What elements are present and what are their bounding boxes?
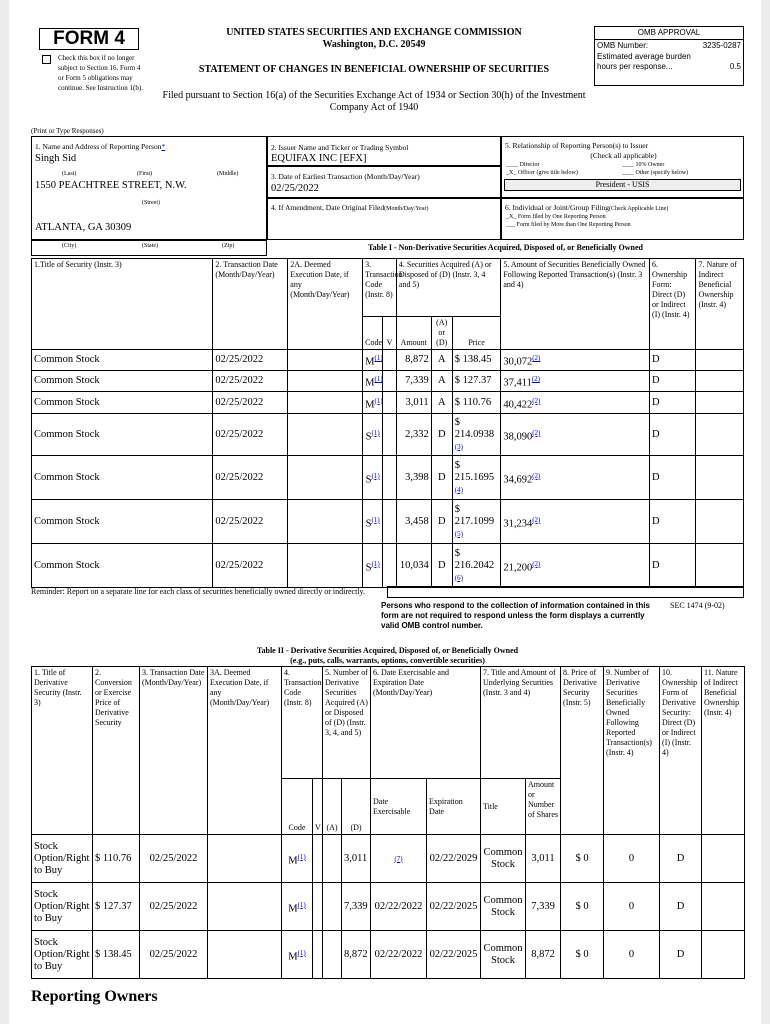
t2-header-price: 8. Price of Derivative Security (Instr. 5): [561, 667, 604, 835]
t2-title: Stock Option/Right to Buy: [32, 883, 93, 931]
t1-code-footnote[interactable]: (1): [374, 354, 383, 363]
t1-date: 02/25/2022: [213, 350, 288, 371]
t1-form: D: [650, 350, 696, 371]
t1-aord: D: [431, 500, 452, 544]
t1-date: 02/25/2022: [213, 414, 288, 456]
t1-deemed: [288, 392, 363, 414]
t1-deemed: [288, 414, 363, 456]
t1-code-footnote[interactable]: (1): [371, 471, 380, 480]
t1-v: [383, 392, 397, 414]
table-row: [32, 883, 745, 931]
officer-label: Officer (give title below): [517, 170, 578, 176]
agency-location: Washington, D.C. 20549: [322, 39, 426, 50]
t2-subheader-exercisable: Date Exercisable: [371, 779, 427, 835]
t1-price-footnote[interactable]: (4): [454, 485, 463, 494]
checkbox-label: Check this box if no longer subject to Section 16. Form 4 or Form 5 obligations may continue. See Instruction 1(b).: [58, 54, 143, 92]
t2-deriv-price: $ 0: [561, 931, 604, 979]
officer-title: President - USIS: [504, 179, 741, 191]
street-address: 1550 PEACHTREE STREET, N.W.: [35, 180, 187, 191]
reporting-person-name: Singh Sid: [35, 153, 77, 164]
t2-deemed: [208, 931, 282, 979]
t2-subheader-d: (D): [342, 779, 371, 835]
table1-title: Table I - Non-Derivative Securities Acquired, Disposed of, or Beneficially Owned: [368, 243, 643, 252]
city-state-zip: ATLANTA, GA 30309: [35, 222, 132, 233]
t1-code: [363, 544, 383, 588]
t1-nature: [696, 350, 744, 371]
t1-header-owned: 5. Amount of Securities Beneficially Owned Following Reported Transaction(s) (Instr. 3 and 4): [501, 259, 650, 350]
table-row: [32, 931, 745, 979]
filing-multiple-label: Form filed by More than One Reporting Person: [516, 222, 631, 228]
t1-title: Common Stock: [32, 500, 213, 544]
t2-header-nature: 11. Nature of Indirect Beneficial Ownership (Instr. 4): [702, 667, 745, 835]
t1-code-footnote[interactable]: (1): [374, 375, 383, 384]
t1-v: [383, 371, 397, 392]
t2-exercisable: [371, 883, 427, 931]
t1-price-value: $ 127.37: [454, 375, 492, 386]
t1-nature: [696, 500, 744, 544]
t1-aord: A: [431, 392, 452, 414]
table-row: [32, 500, 744, 544]
t1-v: [383, 500, 397, 544]
t2-deriv-price: $ 0: [561, 835, 604, 883]
form-title: FORM 4: [53, 28, 125, 49]
t2-underlying-title: Common Stock: [481, 835, 526, 883]
t1-header-deemed: 2A. Deemed Execution Date, if any (Month/Day/Year): [288, 259, 363, 350]
box1-label: 1. Name and Address of Reporting Person: [35, 142, 162, 151]
t1-title: Common Stock: [32, 392, 213, 414]
t2-v: [313, 883, 323, 931]
city-label: (City): [62, 243, 77, 249]
t1-date: 02/25/2022: [213, 500, 288, 544]
t1-date: 02/25/2022: [213, 392, 288, 414]
t1-aord: A: [431, 350, 452, 371]
t2-underlying-amount: 7,339: [526, 883, 561, 931]
t1-subheader-amount: Amount: [396, 317, 431, 350]
box2-label: 2. Issuer Name and Ticker or Trading Symbol: [271, 143, 409, 152]
t1-price-footnote[interactable]: (3): [454, 442, 463, 451]
t2-d: 8,872: [342, 931, 371, 979]
t1-price: [452, 392, 501, 414]
t1-code-value: M: [365, 356, 375, 368]
t1-code: [363, 414, 383, 456]
t1-deemed: [288, 456, 363, 500]
t1-title: Common Stock: [32, 544, 213, 588]
t1-nature: [696, 414, 744, 456]
t1-price-footnote[interactable]: (5): [454, 529, 463, 538]
t2-expiration: 02/22/2025: [427, 931, 481, 979]
t1-owned-value: 38,090: [503, 431, 533, 443]
t1-subheader-code: Code: [363, 317, 383, 350]
t2-nature: [702, 835, 745, 883]
table-row: [32, 371, 744, 392]
t2-code: [282, 835, 313, 883]
omb-title: OMB APPROVAL: [595, 27, 743, 40]
ten-pct-label: 10% Owner: [635, 162, 665, 168]
t1-price-footnote[interactable]: (6): [454, 573, 463, 582]
t2-date: 02/25/2022: [140, 931, 208, 979]
t2-d: 3,011: [342, 835, 371, 883]
t2-form: D: [660, 883, 702, 931]
print-type-note: (Print or Type Responses): [31, 127, 104, 135]
t1-form: D: [650, 414, 696, 456]
t2-title: Stock Option/Right to Buy: [32, 835, 93, 883]
filing-type-box: 6. Individual or Joint/Group Filing(Check Applicable Line) _X_ Form filed by One Reporting Person ___ Form filed by More than One Reporting Person: [501, 198, 744, 240]
form4-page: [9, 0, 761, 1024]
t1-code-value: M: [365, 399, 375, 411]
t1-title: Common Stock: [32, 371, 213, 392]
t2-nature: [702, 883, 745, 931]
t1-amount: 3,011: [396, 392, 431, 414]
t1-code-footnote[interactable]: (1): [374, 396, 383, 405]
t2-subheader-code: Code: [282, 779, 313, 835]
t2-d: 7,339: [342, 883, 371, 931]
t1-form: D: [650, 456, 696, 500]
t1-owned: [501, 456, 650, 500]
t2-code: [282, 883, 313, 931]
t2-exercisable-value: 02/22/2022: [374, 900, 423, 912]
t2-owned: 0: [604, 883, 660, 931]
t2-code-footnote[interactable]: (1): [297, 948, 306, 957]
t1-date: 02/25/2022: [213, 456, 288, 500]
t2-v: [313, 835, 323, 883]
t2-header-title: 1. Title of Derivative Security (Instr. 3): [32, 667, 93, 835]
first-label: (First): [137, 171, 152, 177]
state-label: (State): [142, 243, 158, 249]
t2-conversion-price: $ 138.45: [93, 931, 140, 979]
t1-owned-value: 34,692: [503, 474, 533, 486]
box3-label: 3. Date of Earliest Transaction (Month/Day/Year): [271, 172, 420, 181]
statement-title: STATEMENT OF CHANGES IN BENEFICIAL OWNERSHIP OF SECURITIES: [198, 64, 550, 75]
earliest-transaction-box: [267, 166, 501, 198]
t1-owned-value: 37,411: [503, 377, 532, 389]
table-row: [32, 544, 744, 588]
t1-owned-footnote[interactable]: (2): [532, 515, 541, 524]
t2-underlying-amount: 8,872: [526, 931, 561, 979]
t1-nature: [696, 371, 744, 392]
t2-exercisable: [371, 931, 427, 979]
t2-code-footnote[interactable]: (1): [297, 852, 306, 861]
box6-label-small: (Check Applicable Line): [608, 206, 669, 212]
table-row: [32, 456, 744, 500]
t2-owned: 0: [604, 835, 660, 883]
t1-owned-value: 40,422: [503, 399, 533, 411]
t1-owned-value: 30,072: [503, 356, 533, 368]
t2-title: Stock Option/Right to Buy: [32, 931, 93, 979]
director-label: Director: [519, 162, 540, 168]
t2-a: [323, 835, 342, 883]
filing-one-person-check[interactable]: X: [509, 214, 514, 220]
t1-nature: [696, 392, 744, 414]
t2-header-number: 5. Number of Derivative Securities Acquired (A) or Disposed of (D) (Instr. 3, 4, and 5): [323, 667, 371, 779]
table2: [31, 666, 745, 979]
issuer-name: EQUIFAX INC [EFX]: [271, 153, 367, 164]
t1-aord: D: [431, 414, 452, 456]
t1-header-date: 2. Transaction Date (Month/Day/Year): [213, 259, 288, 350]
t1-price-value: $ 138.45: [454, 354, 492, 365]
omb-approval-box: [594, 26, 744, 86]
t2-conversion-price: $ 110.76: [93, 835, 140, 883]
t1-form: D: [650, 544, 696, 588]
t1-owned: [501, 371, 650, 392]
t1-v: [383, 350, 397, 371]
relationship-box: 5. Relationship of Reporting Person(s) to Issuer (Check all applicable) ____ Director ____ 10% Owner _X_ Officer (give title below) ____ Other (specify below) President - USIS: [501, 136, 744, 198]
t1-owned-footnote[interactable]: (2): [532, 428, 541, 437]
t1-amount: 2,332: [396, 414, 431, 456]
t1-price: [452, 414, 501, 456]
t1-title: Common Stock: [32, 456, 213, 500]
t1-code-value: S: [365, 518, 372, 530]
t1-owned: [501, 544, 650, 588]
t1-price: [452, 500, 501, 544]
t2-date: 02/25/2022: [140, 835, 208, 883]
t2-header-conversion: 2. Conversion or Exercise Price of Derivative Security: [93, 667, 140, 835]
t1-owned-footnote[interactable]: (2): [532, 559, 541, 568]
t1-header-title: 1.Title of Security (Instr. 3): [32, 259, 213, 350]
t1-title: Common Stock: [32, 414, 213, 456]
t1-v: [383, 544, 397, 588]
t1-deemed: [288, 544, 363, 588]
t1-code-value: S: [365, 431, 372, 443]
t1-amount: 3,458: [396, 500, 431, 544]
t1-form: D: [650, 392, 696, 414]
t2-code-value: M: [288, 855, 298, 867]
t2-header-date: 3. Transaction Date (Month/Day/Year): [140, 667, 208, 835]
reminder-text: Reminder: Report on a separate line for each class of securities beneficially owned directly or indirectly.: [31, 587, 366, 596]
t1-date: 02/25/2022: [213, 371, 288, 392]
t2-underlying-amount: 3,011: [526, 835, 561, 883]
t1-owned-footnote[interactable]: (2): [532, 354, 541, 363]
t2-subheader-expiration: Expiration Date: [427, 779, 481, 835]
box5-sub: (Check all applicable): [590, 151, 657, 160]
form-title-box: [39, 28, 139, 50]
t2-expiration: 02/22/2025: [427, 883, 481, 931]
zip-label: (Zip): [222, 243, 235, 249]
sec-code: SEC 1474 (9-02): [670, 601, 725, 610]
table-row: [32, 414, 744, 456]
t1-title: Common Stock: [32, 350, 213, 371]
middle-label: (Middle): [217, 171, 239, 177]
box1-footnote-star[interactable]: *: [161, 142, 166, 151]
street-label: (Street): [142, 200, 160, 206]
t1-code: [363, 392, 383, 414]
t2-header-deemed: 3A. Deemed Execution Date, if any (Month/Day/Year): [208, 667, 282, 835]
t2-date: 02/25/2022: [140, 883, 208, 931]
t1-header-code: 3. Transaction Code (Instr. 8): [363, 259, 397, 317]
t2-form: D: [660, 835, 702, 883]
t2-a: [323, 931, 342, 979]
table2-title: Table II - Derivative Securities Acquired, Disposed of, or Beneficially Owned: [256, 646, 519, 655]
t1-amount: 7,339: [396, 371, 431, 392]
omb-burden-value: 0.5: [729, 62, 741, 71]
t2-conversion-price: $ 127.37: [93, 883, 140, 931]
t2-a: [323, 883, 342, 931]
persons-notice: Persons who respond to the collection of information contained in this form are not required to respond unless the form displays a currently valid OMB control number.: [381, 601, 650, 630]
t2-subheader-amount: Amount or Number of Shares: [526, 779, 561, 835]
omb-number-label: OMB Number:: [597, 41, 649, 50]
t2-code-footnote[interactable]: (1): [297, 900, 306, 909]
t2-underlying-title: Common Stock: [481, 883, 526, 931]
t1-price-value: $ 214.0938: [454, 416, 495, 440]
t1-code-value: S: [365, 562, 372, 574]
t1-code-value: S: [365, 474, 372, 486]
table-row: [32, 835, 745, 883]
table-row: [32, 350, 744, 371]
t2-owned: 0: [604, 931, 660, 979]
t1-deemed: [288, 350, 363, 371]
t2-code: [282, 931, 313, 979]
box5-label: 5. Relationship of Reporting Person(s) to Issuer: [505, 141, 649, 150]
no-longer-subject-checkbox[interactable]: [42, 55, 51, 64]
t1-code-footnote[interactable]: (1): [371, 428, 380, 437]
t1-header-form: 6. Ownership Form: Direct (D) or Indirect (I) (Instr. 4): [650, 259, 696, 350]
t2-subheader-a: (A): [323, 779, 342, 835]
table2-subtitle: (e.g., puts, calls, warrants, options, convertible securities): [290, 656, 485, 665]
t1-owned-footnote[interactable]: (2): [532, 396, 541, 405]
t2-underlying-title: Common Stock: [481, 931, 526, 979]
t1-price: [452, 371, 501, 392]
t2-deriv-price: $ 0: [561, 883, 604, 931]
t1-price-value: $ 216.2042: [454, 547, 495, 571]
t1-owned: [501, 350, 650, 371]
filing-one-person-label: Form filed by One Reporting Person: [517, 214, 606, 220]
t2-code-value: M: [288, 951, 298, 963]
t1-code: [363, 371, 383, 392]
t1-code: [363, 500, 383, 544]
t2-exercisable-value: 02/22/2022: [374, 948, 423, 960]
t1-owned: [501, 392, 650, 414]
t1-owned: [501, 500, 650, 544]
issuer-box: [267, 136, 501, 166]
t1-amount: 10,034: [396, 544, 431, 588]
t1-owned-footnote[interactable]: (2): [532, 471, 541, 480]
t2-expiration: 02/22/2029: [427, 835, 481, 883]
t2-deemed: [208, 835, 282, 883]
t2-subheader-v: V: [313, 779, 323, 835]
t1-date: 02/25/2022: [213, 544, 288, 588]
t1-code: [363, 350, 383, 371]
t1-amount: 8,872: [396, 350, 431, 371]
t2-v: [313, 931, 323, 979]
t2-exercisable-footnote[interactable]: (7): [394, 854, 403, 863]
t2-nature: [702, 931, 745, 979]
t2-header-code: 4. Transaction Code (Instr. 8): [282, 667, 323, 779]
box4-label-small: (Month/Day/Year): [384, 206, 429, 212]
t2-header-underlying: 7. Title and Amount of Underlying Securities (Instr. 3 and 4): [481, 667, 561, 779]
t1-price-value: $ 215.1695: [454, 459, 495, 483]
t1-header-nature: 7. Nature of Indirect Beneficial Ownership (Instr. 4): [696, 259, 744, 350]
agency-name: UNITED STATES SECURITIES AND EXCHANGE COMMISSION: [226, 27, 522, 38]
t1-owned: [501, 414, 650, 456]
filed-pursuant: Filed pursuant to Section 16(a) of the Securities Exchange Act of 1934 or Section 30(h) of the Investment Company Act of 1940: [162, 90, 586, 113]
reporting-owners-heading: Reporting Owners: [31, 988, 158, 1005]
t2-header-form: 10. Ownership Form of Derivative Security: Direct (D) or Indirect (I) (Instr. 4): [660, 667, 702, 835]
t1-v: [383, 456, 397, 500]
table-row: [32, 392, 744, 414]
officer-check[interactable]: X: [509, 170, 514, 176]
t1-subheader-aord: (A) or (D): [431, 317, 452, 350]
omb-number-value: 3235-0287: [702, 41, 741, 50]
t1-aord: D: [431, 544, 452, 588]
amendment-box: [267, 198, 501, 240]
earliest-transaction-date: 02/25/2022: [271, 183, 319, 194]
t1-code-value: M: [365, 377, 375, 389]
t1-code-footnote[interactable]: (1): [371, 559, 380, 568]
t2-code-value: M: [288, 903, 298, 915]
reporting-person-box: [31, 136, 267, 240]
t1-form: D: [650, 500, 696, 544]
t1-code-footnote[interactable]: (1): [371, 515, 380, 524]
t2-deemed: [208, 883, 282, 931]
reminder-box: [387, 586, 744, 598]
t1-price-value: $ 217.1099: [454, 503, 495, 527]
t1-header-securities: 4. Securities Acquired (A) or Disposed of (D) (Instr. 3, 4 and 5): [396, 259, 500, 317]
other-label: Other (specify below): [635, 170, 689, 176]
t1-aord: A: [431, 371, 452, 392]
t2-header-exercisable: 6. Date Exercisable and Expiration Date (Month/Day/Year): [371, 667, 481, 779]
t2-form: D: [660, 931, 702, 979]
t1-v: [383, 414, 397, 456]
last-label: (Last): [62, 171, 77, 177]
t1-deemed: [288, 371, 363, 392]
t1-nature: [696, 456, 744, 500]
t1-price-value: $ 110.76: [454, 396, 492, 408]
t1-price: [452, 456, 501, 500]
t1-aord: D: [431, 456, 452, 500]
t2-header-owned: 9. Number of Derivative Securities Beneficially Owned Following Reported Transaction(s) (Instr. 4): [604, 667, 660, 835]
box6-label: 6. Individual or Joint/Group Filing: [505, 203, 609, 212]
box4-label: 4. If Amendment, Date Original Filed: [271, 203, 385, 212]
t2-subheader-title: Title: [481, 779, 526, 835]
t2-exercisable: [371, 835, 427, 883]
omb-burden-label: Estimated average burden hours per response...: [597, 52, 691, 71]
t1-owned-value: 21,200: [503, 562, 533, 574]
t1-code: [363, 456, 383, 500]
t1-price: [452, 544, 501, 588]
t1-subheader-price: Price: [452, 317, 501, 350]
t1-subheader-v: V: [383, 317, 397, 350]
city-state-zip-labels: [31, 240, 267, 256]
t1-price: [452, 350, 501, 371]
t1-deemed: [288, 500, 363, 544]
t1-form: D: [650, 371, 696, 392]
t1-owned-value: 31,234: [503, 518, 533, 530]
t1-amount: 3,398: [396, 456, 431, 500]
t1-nature: [696, 544, 744, 588]
table1: [31, 258, 744, 588]
t1-owned-footnote[interactable]: (2): [531, 375, 540, 384]
